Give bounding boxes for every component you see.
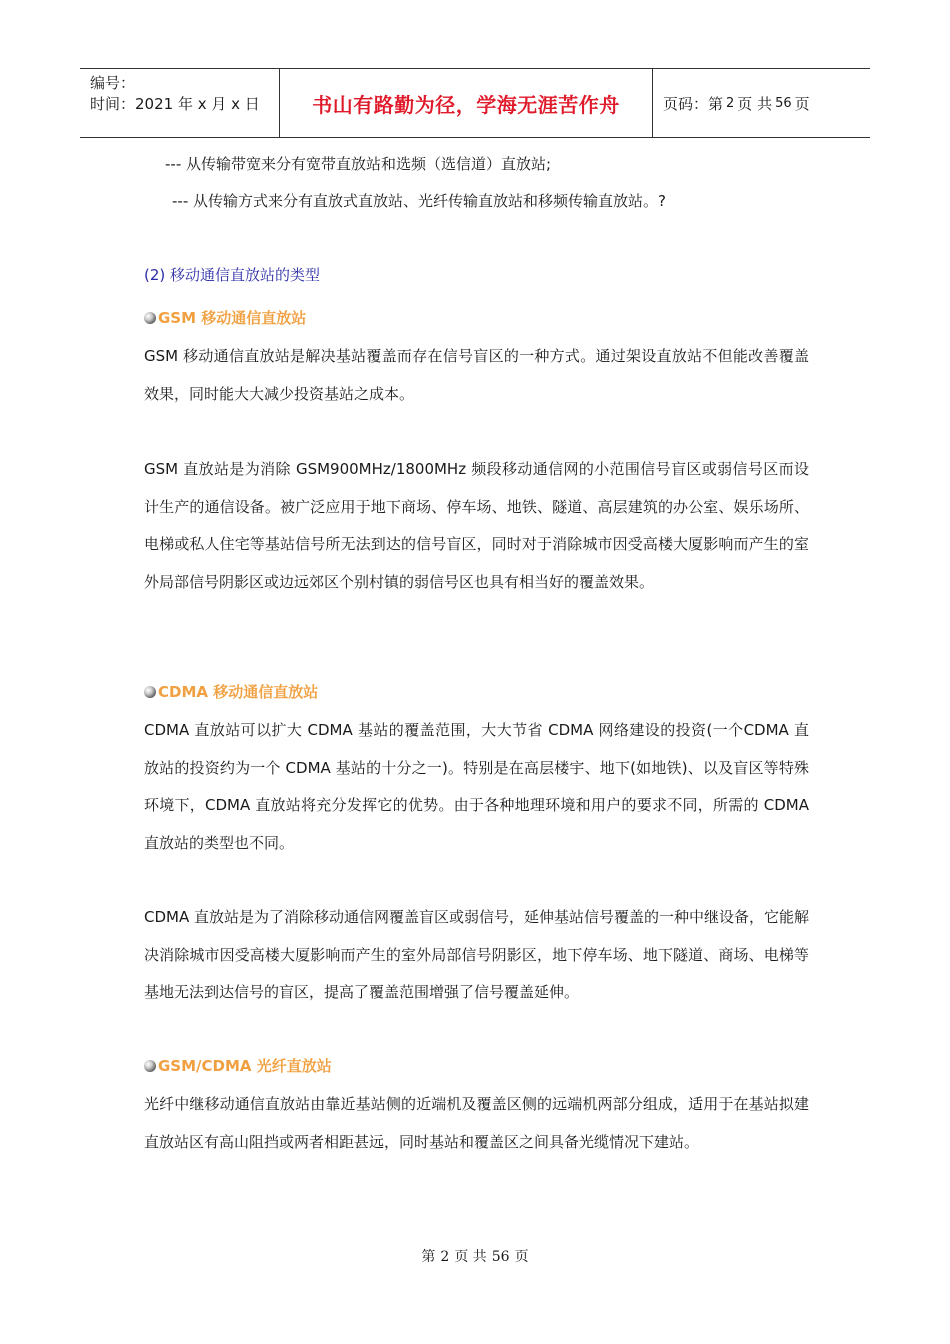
header-page-mid: 页 共: [737, 94, 773, 113]
sphere-bullet-icon: [144, 1060, 156, 1072]
header-page-current: 2: [726, 95, 735, 111]
paragraph: CDMA 直放站是为了消除移动通信网覆盖盲区或弱信号，延伸基站信号覆盖的一种中继设备，它能解决消除城市因受高楼大厦影响而产生的室外局部信号阴影区，地下停车场、地下隧道、商场、电梯等基地无法到达信号的盲区，提高了覆盖范围增强了信号覆盖延伸。: [144, 908, 809, 1001]
footer-suffix: 页: [514, 1249, 529, 1265]
footer-prefix: 第: [421, 1249, 436, 1265]
header-meta: [80, 69, 280, 137]
header-page-total: 56: [775, 95, 792, 111]
paragraph: 光纤中继移动通信直放站由靠近基站侧的近端机及覆盖区侧的远端机两部分组成，适用于在基站拟建直放站区有高山阻挡或两者相距甚远，同时基站和覆盖区之间具备光缆情况下建站。: [144, 1095, 809, 1151]
header-motto-cell: [280, 69, 653, 137]
sphere-bullet-icon: [144, 312, 156, 324]
page-footer: [0, 1246, 950, 1266]
paragraph: GSM 移动通信直放站是解决基站覆盖而存在信号盲区的一种方式。通过架设直放站不但能改善覆盖效果，同时能大大减少投资基站之成本。: [144, 347, 809, 403]
section-heading-gsm: [144, 307, 306, 328]
heading-text: GSM/CDMA 光纤直放站: [158, 1057, 332, 1075]
header-page-prefix: 页码：第: [663, 94, 724, 113]
section-heading-fiber: [144, 1055, 332, 1076]
list-line-bandwidth: --- 从传输带宽来分有宽带直放站和选频（选信道）直放站;: [165, 155, 552, 173]
section-heading-cdma: [144, 681, 318, 702]
paragraph: CDMA 直放站可以扩大 CDMA 基站的覆盖范围，大大节省 CDMA 网络建设的投资(一个CDMA 直放站的投资约为一个 CDMA 基站的十分之一)。特别是在高层楼宇、地下(如地铁)、以及盲区等特殊环境下，CDMA 直放站将充分发挥它的优势。由于各种地理环境和用户的要求不同，所需的 CDMA 直放站的类型也不同。: [144, 721, 809, 852]
number-label: 编号：: [90, 74, 136, 92]
header-page-info: [653, 69, 870, 137]
page-header-table: [80, 68, 870, 138]
footer-mid: 页 共: [454, 1249, 487, 1265]
heading-text: CDMA 移动通信直放站: [158, 683, 319, 701]
sphere-bullet-icon: [144, 686, 156, 698]
paragraph: GSM 直放站是为消除 GSM900MHz/1800MHz 频段移动通信网的小范围信号盲区或弱信号区而设计生产的通信设备。被广泛应用于地下商场、停车场、地铁、隧道、高层建筑的办公室、娱乐场所、电梯或私人住宅等基站信号所无法到达的信号盲区，同时对于消除城市因受高楼大厦影响而产生的室外局部信号阴影区或边远郊区个别村镇的弱信号区也具有相当好的覆盖效果。: [144, 460, 809, 591]
footer-total: 56: [491, 1249, 510, 1265]
header-motto: 书山有路勤为径，学海无涯苦作舟: [312, 92, 620, 117]
footer-current: 2: [440, 1249, 450, 1265]
section-subtitle: (2) 移动通信直放站的类型: [144, 266, 321, 284]
list-line-transmission: --- 从传输方式来分有直放式直放站、光纤传输直放站和移频传输直放站。?: [172, 192, 666, 210]
header-page-suffix: 页: [794, 94, 810, 113]
heading-text: GSM 移动通信直放站: [158, 309, 307, 327]
time-label: 时间：2021 年 x 月 x 日: [90, 95, 260, 113]
